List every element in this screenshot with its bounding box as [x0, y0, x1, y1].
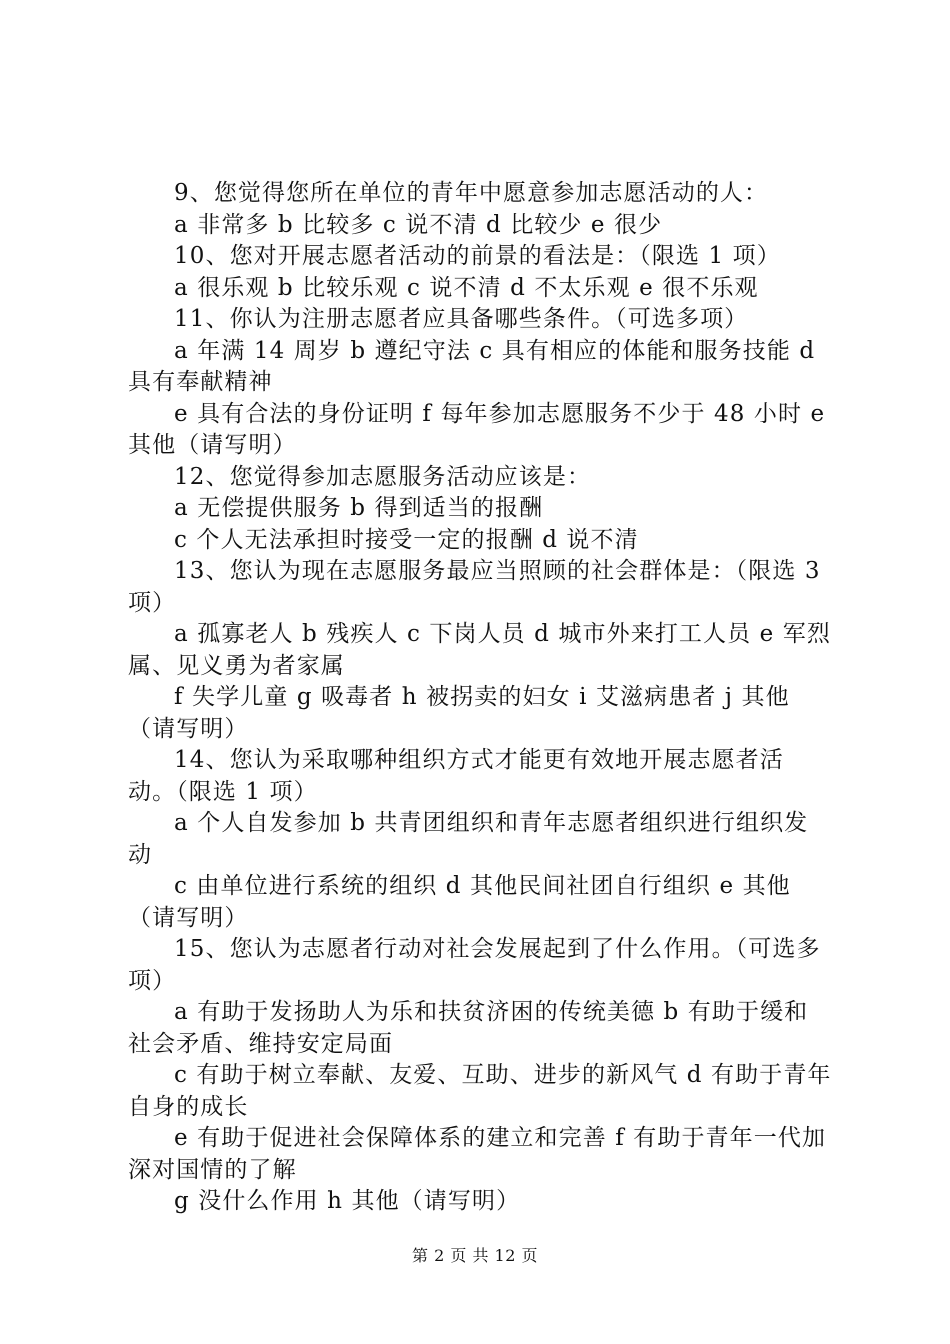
paragraph: 9、您觉得您所在单位的青年中愿意参加志愿活动的人：: [174, 180, 769, 206]
paragraph: c 有助于树立奉献、友爱、互助、进步的新风气 d 有助于青年自身的成长: [128, 1062, 832, 1120]
paragraph: c 个人无法承担时接受一定的报酬 d 说不清: [174, 526, 639, 553]
paragraph: e 有助于促进社会保障体系的建立和完善 f 有助于青年一代加深对国情的了解: [128, 1125, 827, 1183]
paragraph: f 失学儿童 g 吸毒者 h 被拐卖的妇女 i 艾滋病患者 j 其他（请写明）: [128, 684, 790, 742]
paragraph: g 没什么作用 h 其他（请写明）: [174, 1188, 521, 1214]
paragraph: 12、您觉得参加志愿服务活动应该是：: [174, 463, 592, 490]
paragraph: a 无偿提供服务 b 得到适当的报酬: [174, 495, 544, 521]
paragraph: a 孤寡老人 b 残疾人 c 下岗人员 d 城市外来打工人员 e 军烈属、见义勇为者家属: [128, 621, 831, 679]
paragraph: c 由单位进行系统的组织 d 其他民间社团自行组织 e 其他（请写明）: [128, 873, 791, 931]
paragraph: 13、您认为现在志愿服务最应当照顾的社会群体是：（限选 3 项）: [128, 558, 821, 616]
page-number-footer: 第 2 页 共 12 页: [412, 1246, 538, 1265]
paragraph: 10、您对开展志愿者活动的前景的看法是：（限选 1 项）: [174, 243, 781, 269]
paragraph: a 很乐观 b 比较乐观 c 说不清 d 不太乐观 e 很不乐观: [174, 274, 759, 301]
paragraph: 14、您认为采取哪种组织方式才能更有效地开展志愿者活动。（限选 1 项）: [128, 747, 784, 805]
questionnaire-body: [128, 178, 832, 1218]
paragraph: a 个人自发参加 b 共青团组织和青年志愿者组织进行组织发动: [128, 810, 809, 868]
paragraph: a 有助于发扬助人为乐和扶贫济困的传统美德 b 有助于缓和社会矛盾、维持安定局面: [128, 999, 809, 1057]
paragraph: e 具有合法的身份证明 f 每年参加志愿服务不少于 48 小时 e 其他（请写明）: [128, 400, 826, 458]
paragraph: a 年满 14 周岁 b 遵纪守法 c 具有相应的体能和服务技能 d 具有奉献精神: [128, 337, 816, 395]
paragraph: 15、您认为志愿者行动对社会发展起到了什么作用。（可选多项）: [128, 936, 821, 994]
paragraph: 11、你认为注册志愿者应具备哪些条件。（可选多项）: [174, 306, 749, 332]
paragraph: a 非常多 b 比较多 c 说不清 d 比较少 e 很少: [174, 211, 663, 238]
